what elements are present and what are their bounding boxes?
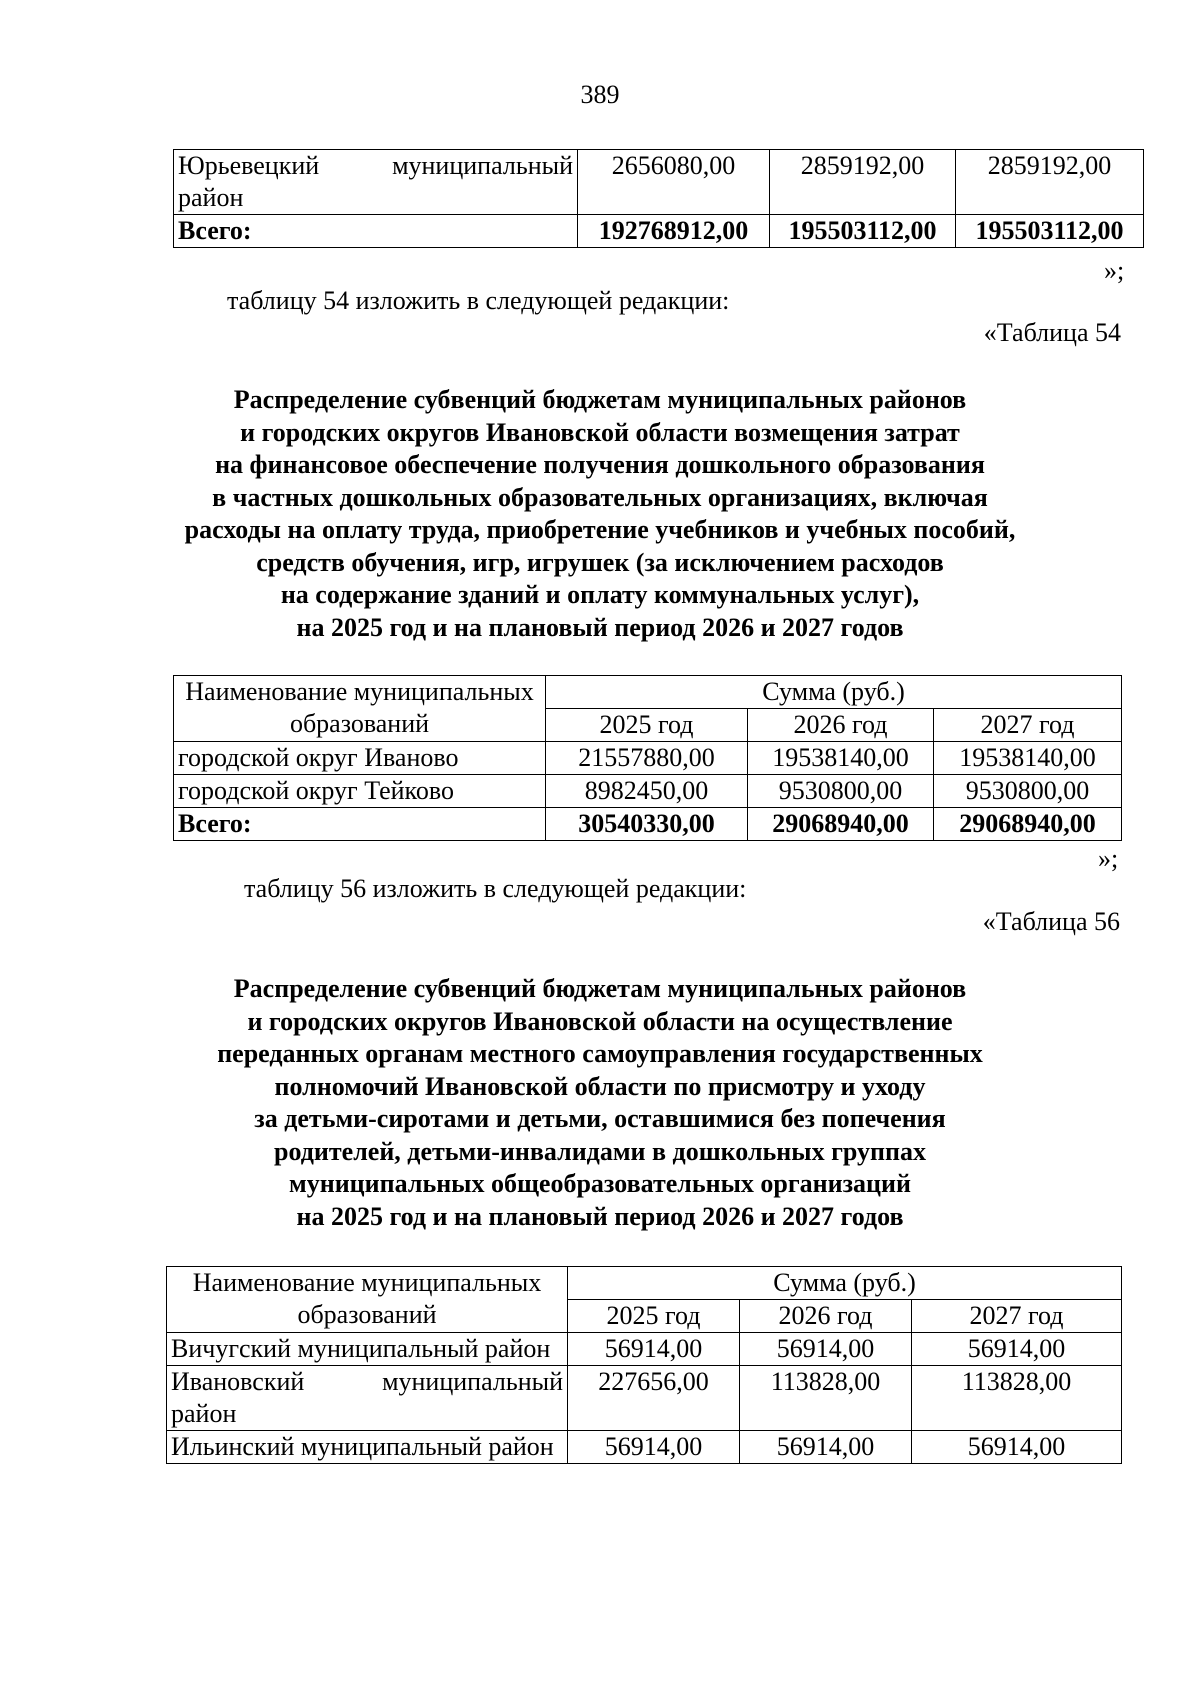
value-2027: 9530800,00 <box>934 775 1122 808</box>
title-line: на 2025 год и на плановый период 2026 и 2027 годов <box>296 1201 904 1231</box>
total-label: Всего: <box>174 808 546 841</box>
table-row <box>167 1333 1122 1366</box>
instruction-text: таблицу 54 изложить в следующей редакции: <box>227 286 730 315</box>
value-2027: 56914,00 <box>912 1333 1122 1366</box>
title-line: на финансовое обеспечение получения дошкольного образования <box>215 450 985 479</box>
table-54 <box>173 675 1122 841</box>
year-2026: 2026 год <box>748 709 934 742</box>
title-line: средств обучения, игр, игрушек (за исключением расходов <box>256 547 944 577</box>
table-row <box>167 1366 1122 1431</box>
table-label: «Таблица 54 <box>983 318 1121 347</box>
total-2027: 29068940,00 <box>934 808 1122 841</box>
value-2026: 56914,00 <box>740 1431 912 1464</box>
table56-title <box>100 973 1100 1233</box>
title-line: в частных дошкольных образовательных организациях, включая <box>212 482 988 512</box>
instruction-text: таблицу 56 изложить в следующей редакции: <box>244 874 747 903</box>
title-line: и городских округов Ивановской области возмещения затрат <box>240 417 960 447</box>
header-sum: Сумма (руб.) <box>568 1267 1122 1300</box>
value-2025: 8982450,00 <box>546 775 748 808</box>
row-name: Вичугский муниципальный район <box>167 1333 568 1366</box>
year-2025: 2025 год <box>546 709 748 742</box>
total-label: Всего: <box>174 215 578 248</box>
title-line: муниципальных общеобразовательных организаций <box>289 1169 911 1198</box>
row-name: городской округ Иваново <box>174 742 546 775</box>
year-2025: 2025 год <box>568 1300 740 1333</box>
title-line: расходы на оплату труда, приобретение учебников и учебных пособий, <box>184 515 1016 544</box>
row-name: Ивановский муниципальный район <box>167 1366 568 1431</box>
year-2027: 2027 год <box>934 709 1122 742</box>
header-sum: Сумма (руб.) <box>546 676 1122 709</box>
table-row <box>174 742 1122 775</box>
table-row <box>167 1431 1122 1464</box>
value-2025: 56914,00 <box>568 1431 740 1464</box>
table-label: «Таблица 56 <box>982 907 1120 936</box>
page-number: 389 <box>580 80 620 109</box>
title-line: Распределение субвенций бюджетам муниципальных районов <box>233 385 967 414</box>
row-name: Юрьевецкий муниципальный район <box>174 150 578 215</box>
value-2026: 19538140,00 <box>748 742 934 775</box>
table54-title <box>100 384 1100 644</box>
row-name: городской округ Тейково <box>174 775 546 808</box>
total-2027: 195503112,00 <box>956 215 1144 248</box>
value-2027: 56914,00 <box>912 1431 1122 1464</box>
title-line: за детьми-сиротами и детьми, оставшимися без попечения <box>254 1104 946 1133</box>
value-2026: 2859192,00 <box>770 150 956 215</box>
table-row <box>174 775 1122 808</box>
total-row <box>174 808 1122 841</box>
title-line: на 2025 год и на плановый период 2026 и 2027 годов <box>296 612 904 642</box>
total-2025: 192768912,00 <box>578 215 770 248</box>
title-line: и городских округов Ивановской области на осуществление <box>247 1006 953 1036</box>
total-2025: 30540330,00 <box>546 808 748 841</box>
title-line: полномочий Ивановской области по присмотру и уходу <box>274 1071 926 1101</box>
value-2025: 227656,00 <box>568 1366 740 1431</box>
header-name: Наименование муниципальных образований <box>167 1267 568 1333</box>
total-2026: 195503112,00 <box>770 215 956 248</box>
value-2025: 2656080,00 <box>578 150 770 215</box>
title-line: родителей, детьми-инвалидами в дошкольных группах <box>274 1136 926 1166</box>
year-2026: 2026 год <box>740 1300 912 1333</box>
value-2026: 56914,00 <box>740 1333 912 1366</box>
header-name: Наименование муниципальных образований <box>174 676 546 742</box>
value-2027: 19538140,00 <box>934 742 1122 775</box>
table-56 <box>166 1266 1122 1464</box>
title-line: Распределение субвенций бюджетам муниципальных районов <box>233 974 967 1003</box>
value-2025: 21557880,00 <box>546 742 748 775</box>
value-2027: 2859192,00 <box>956 150 1144 215</box>
row-name: Ильинский муниципальный район <box>167 1431 568 1464</box>
value-2026: 113828,00 <box>740 1366 912 1431</box>
table-row <box>174 150 1144 215</box>
total-2026: 29068940,00 <box>748 808 934 841</box>
total-row <box>174 215 1144 248</box>
header-row <box>167 1267 1122 1300</box>
closing-quote: »; <box>1098 844 1119 873</box>
title-line: на содержание зданий и оплату коммунальных услуг), <box>280 580 920 609</box>
closing-quote: »; <box>1104 256 1125 285</box>
continued-table <box>173 149 1144 248</box>
value-2025: 56914,00 <box>568 1333 740 1366</box>
value-2026: 9530800,00 <box>748 775 934 808</box>
header-row <box>174 676 1122 709</box>
year-2027: 2027 год <box>912 1300 1122 1333</box>
title-line: переданных органам местного самоуправления государственных <box>217 1039 983 1068</box>
value-2027: 113828,00 <box>912 1366 1122 1431</box>
